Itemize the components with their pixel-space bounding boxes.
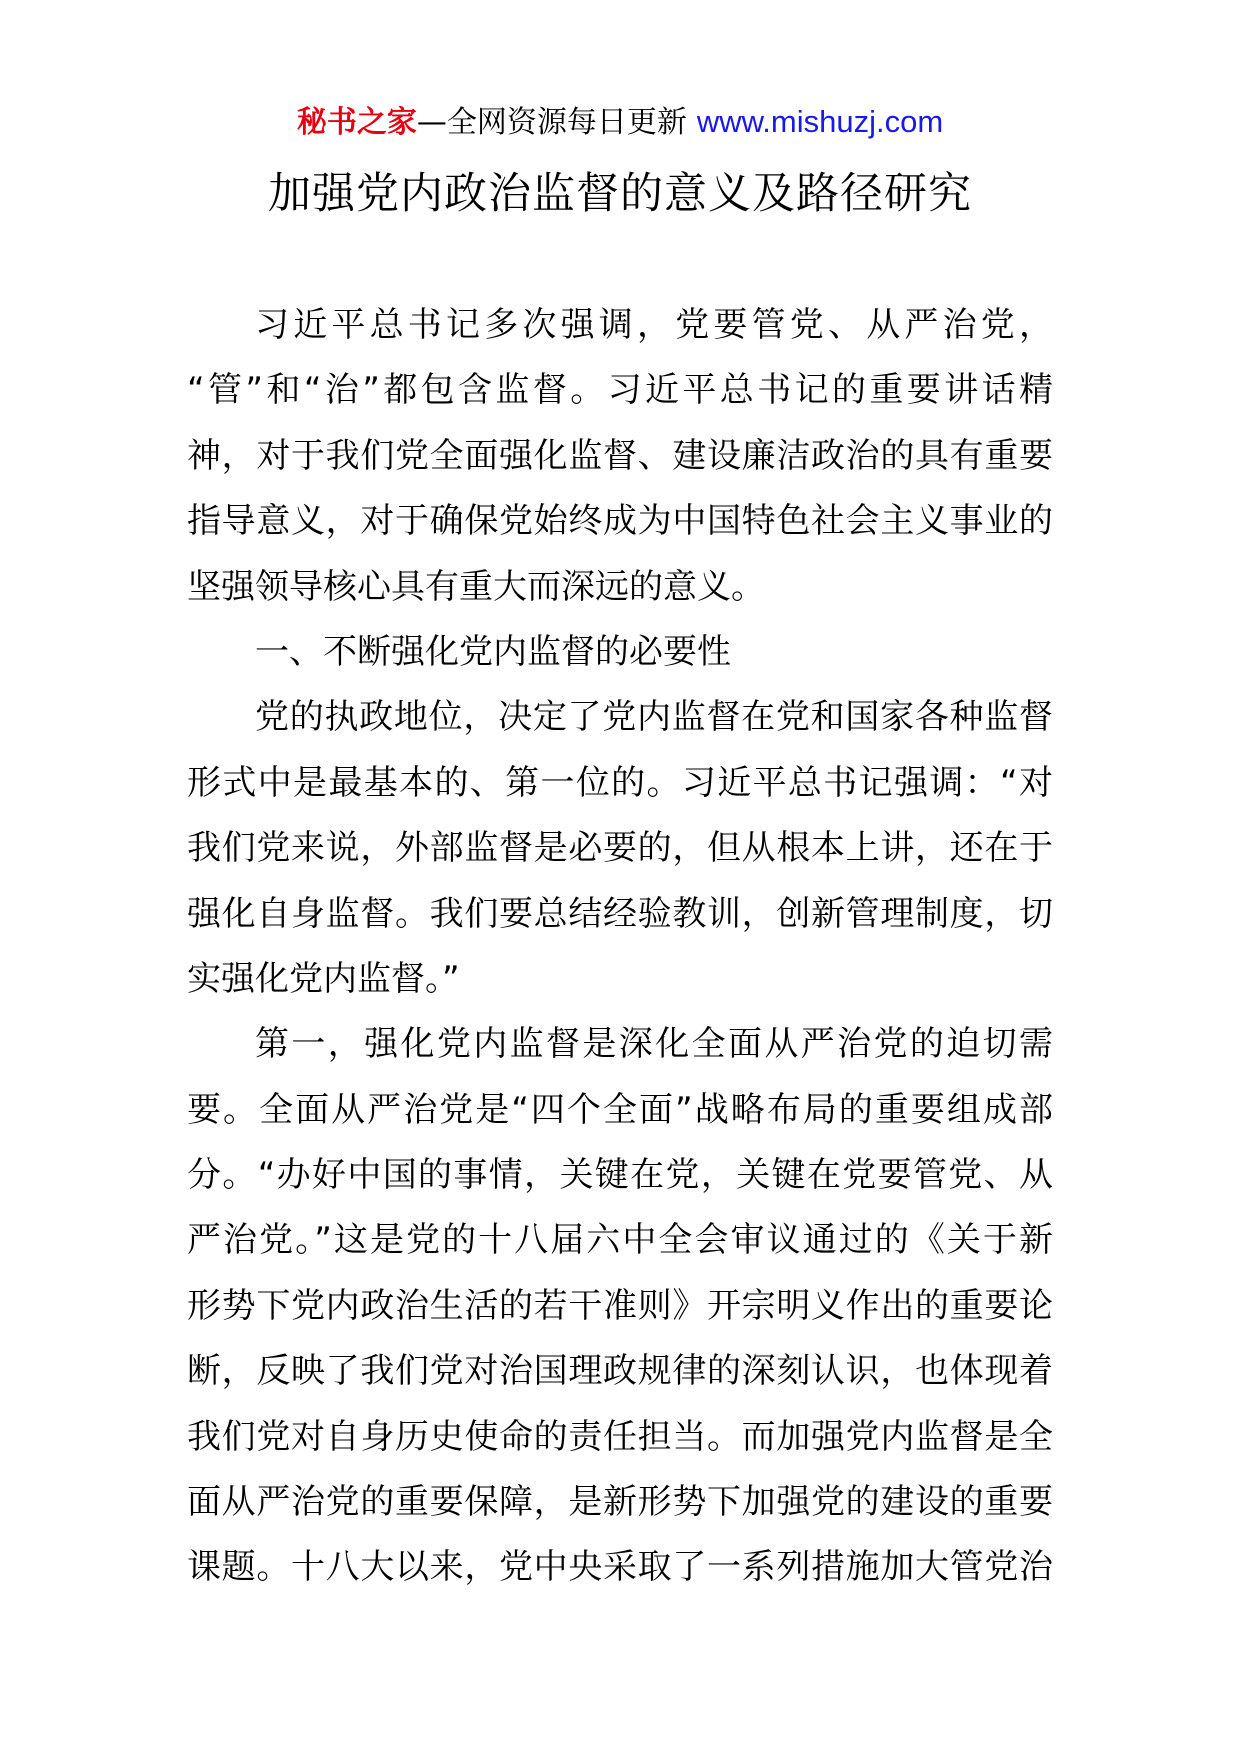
paragraph-line: 形式中是最基本的、第一位的。习近平总书记强调：“对: [187, 762, 1053, 803]
section-heading: 一、不断强化党内监督的必要性: [255, 631, 731, 672]
site-header: [0, 100, 1240, 145]
document-title: 加强党内政治监督的意义及路径研究: [268, 169, 972, 219]
brand-name: 秘书之家: [296, 105, 417, 140]
paragraph-line: 党的执政地位，决定了党内监督在党和国家各种监督: [255, 697, 1053, 738]
header-slogan: —全网资源每日更新: [416, 105, 687, 140]
paragraph-line: 我们党来说，外部监督是必要的，但从根本上讲，还在于: [187, 828, 1053, 869]
paragraph-line: 我们党对自身历史使命的责任担当。而加强党内监督是全: [187, 1416, 1053, 1457]
paragraph-line: 严治党。”这是党的十八届六中全会审议通过的《关于新: [187, 1220, 1053, 1261]
paragraph-line: 断，反映了我们党对治国理政规律的深刻认识，也体现着: [187, 1351, 1053, 1392]
paragraph-line: 坚强领导核心具有重大而深远的意义。: [187, 566, 765, 607]
paragraph-line: 形势下党内政治生活的若干准则》开宗明义作出的重要论: [187, 1285, 1053, 1326]
paragraph-line: 实强化党内监督。”: [187, 958, 460, 999]
paragraph-line: 课题。十八大以来，党中央采取了一系列措施加大管党治: [187, 1547, 1053, 1588]
paragraph-line: 要。全面从严治党是“四个全面”战略布局的重要组成部: [187, 1089, 1053, 1130]
paragraph-line: 习近平总书记多次强调，党要管党、从严治党，: [255, 305, 1053, 345]
paragraph-line: 指导意义，对于确保党始终成为中国特色社会主义事业的: [187, 501, 1053, 542]
paragraph-line: 分。“办好中国的事情，关键在党，关键在党要管党、从: [187, 1155, 1053, 1196]
paragraph-line: “管”和“治”都包含监督。习近平总书记的重要讲话精: [187, 370, 1053, 411]
site-url-link[interactable]: www.mishuzj.com: [696, 104, 944, 139]
paragraph-line: 强化自身监督。我们要总结经验教训，创新管理制度，切: [187, 893, 1053, 934]
paragraph-line: 神，对于我们党全面强化监督、建设廉洁政治的具有重要: [187, 435, 1053, 476]
document-body: [187, 293, 1053, 1601]
paragraph-line: 第一，强化党内监督是深化全面从严治党的迫切需: [255, 1024, 1053, 1065]
paragraph-line: 面从严治党的重要保障，是新形势下加强党的建设的重要: [187, 1482, 1053, 1523]
